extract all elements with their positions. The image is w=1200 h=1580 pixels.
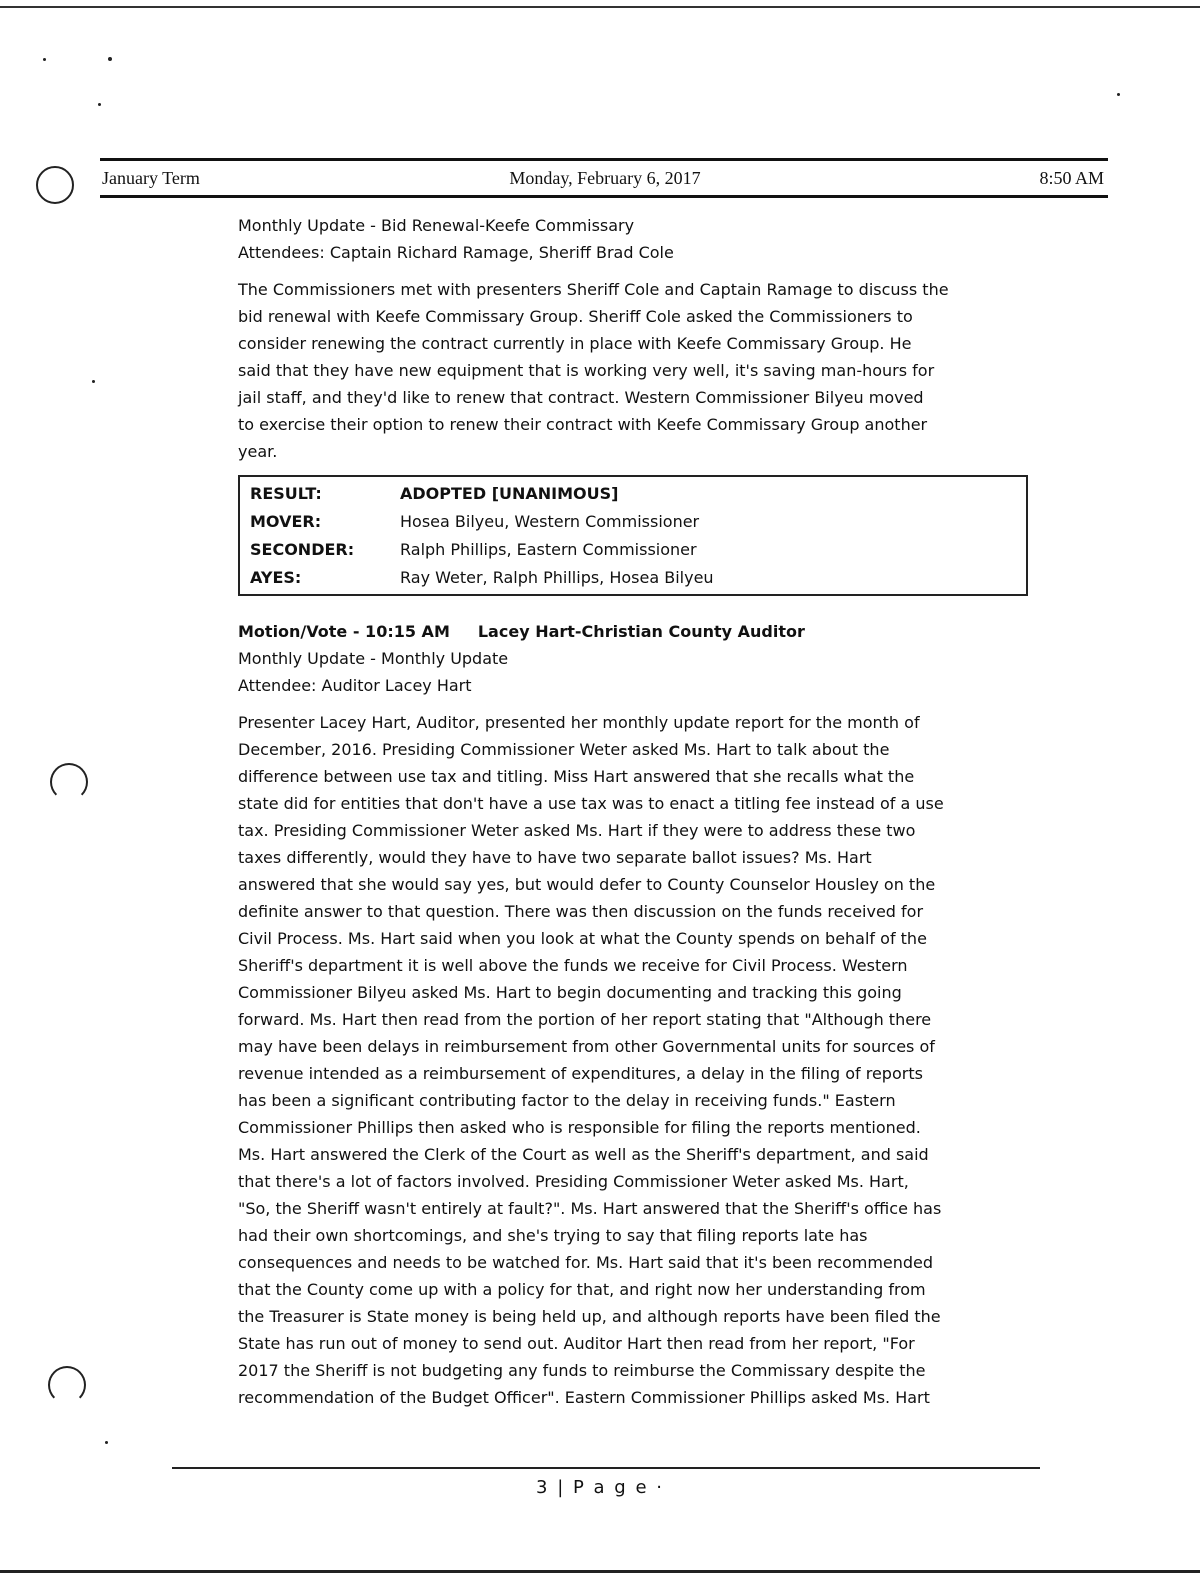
body-line: jail staff, and they'd like to renew that contract. Western Commissioner Bilyeu moved [238, 388, 924, 407]
body-line: Presenter Lacey Hart, Auditor, presented her monthly update report for the month of [238, 713, 920, 732]
scan-speck [108, 57, 112, 61]
body-line: may have been delays in reimbursement from other Governmental units for sources of [238, 1037, 935, 1056]
seconder-label: SECONDER: [250, 540, 355, 559]
body-line: December, 2016. Presiding Commissioner Weter asked Ms. Hart to talk about the [238, 740, 890, 759]
section2-body [238, 709, 1038, 1411]
body-line: answered that she would say yes, but would defer to County Counselor Housley on the [238, 875, 936, 894]
body-line: difference between use tax and titling. Miss Hart answered that she recalls what the [238, 767, 915, 786]
punch-hole-icon [50, 763, 88, 801]
body-line: The Commissioners met with presenters Sheriff Cole and Captain Ramage to discuss the [238, 280, 949, 299]
body-line: taxes differently, would they have to have two separate ballot issues? Ms. Hart [238, 848, 872, 867]
body-line: definite answer to that question. There was then discussion on the funds received for [238, 902, 924, 921]
body-line: had their own shortcomings, and she's trying to say that filing reports late has [238, 1226, 868, 1245]
body-line: has been a significant contributing factor to the delay in receiving funds." Eastern [238, 1091, 896, 1110]
page-header [100, 158, 1108, 198]
ayes-label: AYES: [250, 568, 302, 587]
body-line: recommendation of the Budget Officer". Eastern Commissioner Phillips asked Ms. Hart [238, 1388, 930, 1407]
body-line: State has run out of money to send out. Auditor Hart then read from her report, "For [238, 1334, 915, 1353]
body-line: revenue intended as a reimbursement of expenditures, a delay in the filing of reports [238, 1064, 923, 1083]
mover-value: Hosea Bilyeu, Western Commissioner [400, 512, 700, 531]
scan-speck [43, 58, 46, 61]
motion-heading [238, 618, 1038, 645]
body-line: said that they have new equipment that is working very well, it's saving man-hours for [238, 361, 935, 380]
header-date: Monday, February 6, 2017 [509, 168, 701, 188]
scan-edge-bottom [0, 1570, 1200, 1573]
body-line: to exercise their option to renew their contract with Keefe Commissary Group another [238, 415, 928, 434]
scan-speck [1117, 93, 1120, 96]
punch-hole-icon [48, 1366, 86, 1404]
result-row [250, 480, 1026, 508]
body-line: Commissioner Phillips then asked who is responsible for filing the reports mentioned. [238, 1118, 921, 1137]
body-line: tax. Presiding Commissioner Weter asked Ms. Hart if they were to address these two [238, 821, 916, 840]
scan-speck [98, 103, 101, 106]
mover-label: MOVER: [250, 512, 322, 531]
body-line: 2017 the Sheriff is not budgeting any funds to reimburse the Commissary despite the [238, 1361, 926, 1380]
scan-speck [92, 380, 95, 383]
section1-subtitle: Monthly Update - Bid Renewal-Keefe Commissary [238, 216, 635, 235]
header-term: January Term [102, 168, 200, 188]
result-label: RESULT: [250, 484, 322, 503]
body-line: consider renewing the contract currently in place with Keefe Commissary Group. He [238, 334, 912, 353]
seconder-row [250, 536, 1026, 564]
body-line: forward. Ms. Hart then read from the portion of her report stating that "Although there [238, 1010, 932, 1029]
motion-label: Motion/Vote - 10:15 AM [238, 622, 450, 641]
motion-title: Lacey Hart-Christian County Auditor [477, 622, 805, 641]
body-line: Commissioner Bilyeu asked Ms. Hart to begin documenting and tracking this going [238, 983, 902, 1002]
body-line: the Treasurer is State money is being held up, and although reports have been filed the [238, 1307, 941, 1326]
section2-subtitle: Monthly Update - Monthly Update [238, 649, 509, 668]
section1-attendees: Attendees: Captain Richard Ramage, Sheriff Brad Cole [238, 243, 674, 262]
seconder-value: Ralph Phillips, Eastern Commissioner [400, 540, 697, 559]
result-value: ADOPTED [UNANIMOUS] [400, 484, 619, 503]
body-line: state did for entities that don't have a use tax was to enact a titling fee instead of a use [238, 794, 944, 813]
body-line: consequences and needs to be watched for. Ms. Hart said that it's been recommended [238, 1253, 934, 1272]
scan-edge-top [0, 6, 1200, 8]
body-line: that there's a lot of factors involved. Presiding Commissioner Weter asked Ms. Hart, [238, 1172, 909, 1191]
mover-row [250, 508, 1026, 536]
ayes-row [250, 564, 1026, 592]
section2-attendees: Attendee: Auditor Lacey Hart [238, 676, 472, 695]
scan-speck [105, 1441, 108, 1444]
body-line: "So, the Sheriff wasn't entirely at fault?". Ms. Hart answered that the Sheriff's office has [238, 1199, 942, 1218]
body-line: Civil Process. Ms. Hart said when you look at what the County spends on behalf of the [238, 929, 927, 948]
body-line: year. [238, 442, 278, 461]
body-line: Ms. Hart answered the Clerk of the Court as well as the Sheriff's department, and said [238, 1145, 929, 1164]
ayes-value: Ray Weter, Ralph Phillips, Hosea Bilyeu [400, 568, 714, 587]
body-line: that the County come up with a policy for that, and right now her understanding from [238, 1280, 926, 1299]
body-line: Sheriff's department it is well above the funds we receive for Civil Process. Western [238, 956, 908, 975]
header-time: 8:50 AM [1039, 168, 1104, 188]
section1-body [238, 276, 1038, 465]
punch-hole-icon [36, 166, 74, 204]
vote-result-box [238, 475, 1028, 596]
page-number: 3 | P a g e · [536, 1477, 664, 1498]
body-line: bid renewal with Keefe Commissary Group. Sheriff Cole asked the Commissioners to [238, 307, 913, 326]
page-content [238, 212, 1038, 1411]
footer-divider [172, 1467, 1040, 1469]
